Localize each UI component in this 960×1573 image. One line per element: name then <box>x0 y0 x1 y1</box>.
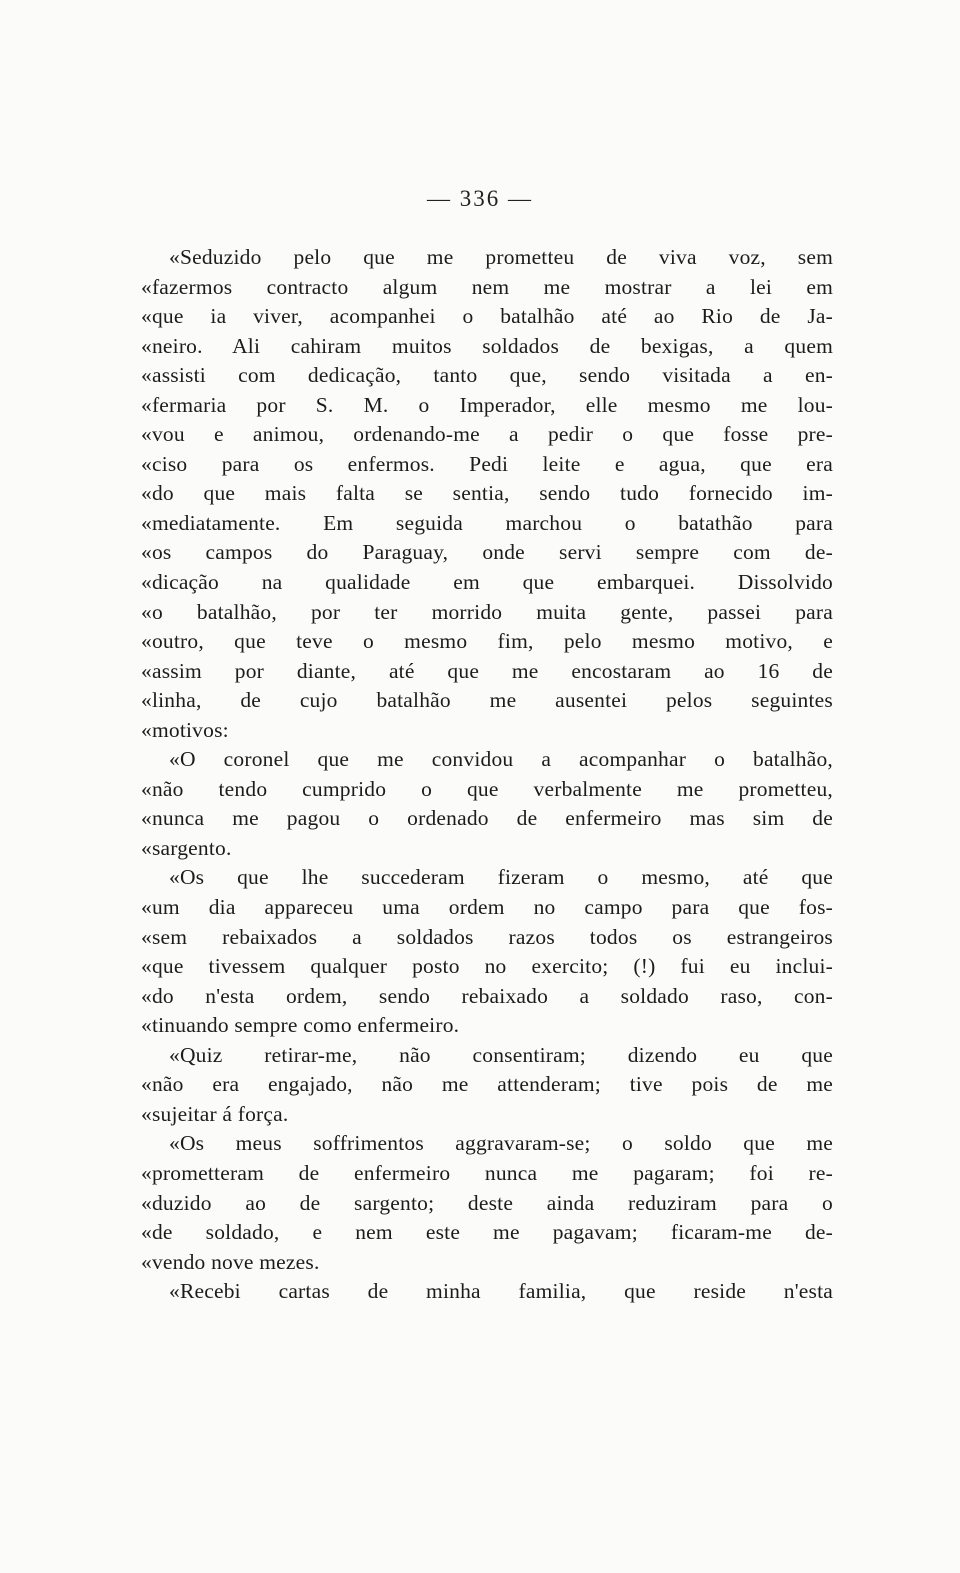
text-line: «assisti com dedicação, tanto que, sendo visitada a en- <box>141 363 833 388</box>
text-line: «sem rebaixados a soldados razos todos os estrangeiros <box>141 924 833 949</box>
text-line: «O coronel que me convidou a acompanhar o batalhão, <box>169 747 833 772</box>
text-line: «mediatamente. Em seguida marchou o batathão para <box>141 510 833 535</box>
text-line: «os campos do Paraguay, onde servi sempre com de- <box>141 540 833 565</box>
text-line: «um dia appareceu uma ordem no campo para que fos- <box>141 895 833 920</box>
text-line: «outro, que teve o mesmo fim, pelo mesmo motivo, e <box>141 629 833 654</box>
text-line: «fermaria por S. M. o Imperador, elle mesmo me lou- <box>141 392 833 417</box>
text-line: «que tivessem qualquer posto no exercito; (!) fui eu inclui- <box>141 954 833 979</box>
text-line: «duzido ao de sargento; deste ainda reduziram para o <box>141 1190 833 1215</box>
text-line: «linha, de cujo batalhão me ausentei pelos seguintes <box>141 688 833 713</box>
text-line: «Seduzido pelo que me prometteu de viva voz, sem <box>169 245 833 269</box>
page-body <box>141 243 833 1307</box>
text-line: «fazermos contracto algum nem me mostrar a lei em <box>141 274 833 299</box>
text-line: «Quiz retirar-me, não consentiram; dizendo eu que <box>169 1042 833 1067</box>
text-line: «tinuando sempre como enfermeiro. <box>141 1013 460 1038</box>
text-line: «que ia viver, acompanhei o batalhão até ao Rio de Ja- <box>141 304 833 329</box>
text-line: «Os que lhe succederam fizeram o mesmo, até que <box>169 865 833 890</box>
text-line: «prometteram de enfermeiro nunca me pagaram; foi re- <box>141 1160 833 1185</box>
text-line: «sargento. <box>141 835 232 860</box>
page-number: — 336 — <box>427 186 533 211</box>
text-line: «ciso para os enfermos. Pedi leite e agua, que era <box>141 451 833 476</box>
text-line: «motivos: <box>141 717 229 742</box>
text-line: «não tendo cumprido o que verbalmente me prometteu, <box>141 776 833 801</box>
text-line: «dicação na qualidade em que embarquei. Dissolvido <box>141 570 833 595</box>
text-line: «neiro. Ali cahiram muitos soldados de bexigas, a quem <box>141 333 833 358</box>
text-line: «o batalhão, por ter morrido muita gente, passei para <box>141 599 833 624</box>
text-line: «assim por diante, até que me encostaram ao 16 de <box>141 658 833 683</box>
text-line: «de soldado, e nem este me pagavam; ficaram-me de- <box>141 1220 833 1245</box>
text-line: «do n'esta ordem, sendo rebaixado a soldado raso, con- <box>141 983 833 1008</box>
text-line: «Os meus soffrimentos aggravaram-se; o soldo que me <box>169 1131 833 1156</box>
text-line: «nunca me pagou o ordenado de enfermeiro mas sim de <box>141 806 833 831</box>
text-line: «vendo nove mezes. <box>141 1249 320 1274</box>
text-line: «Recebi cartas de minha familia, que reside n'esta <box>169 1279 833 1304</box>
text-line: «do que mais falta se sentia, sendo tudo fornecido im- <box>141 481 833 506</box>
text-line: «não era engajado, não me attenderam; tive pois de me <box>141 1072 833 1097</box>
text-line: «sujeitar á força. <box>141 1101 289 1126</box>
text-line: «vou e animou, ordenando-me a pedir o que fosse pre- <box>141 422 833 447</box>
